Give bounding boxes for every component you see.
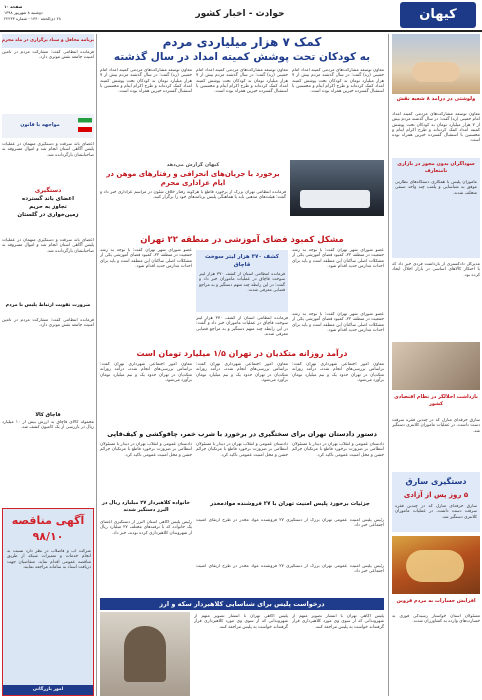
left-item-body: اعضای باند سرقت و دستگیری متهمان در عملیات پلیس آگاهی استان انجام شد و اموال مسروقه به صاحبانشان بازگردانده شد. [2,142,94,158]
left-mid-item [2,186,94,236]
spice-headline: درخواست پلیس برای شناسایی کلاهبردار سکه و ارز [159,600,325,608]
judiciary-headline: دستور دادستان تهران برای سختگیری در برخورد با شرب خمر، چاقوکشی و کیف‌قاپی [107,430,377,438]
column-divider [388,34,389,696]
left-sub-label: مواجهه با قانون [20,122,60,128]
left-mid-subhead: اعضای باند گسترده [22,196,74,202]
right-caught-body: سارق حرفه‌ای منازل که در چندین فقره سرقت دست داشت، در عملیات ماموران کلانتری دستگیر شد. [395,504,477,520]
right-caught-subhead: ۵ روز پس از آزادی [403,491,469,499]
judiciary-body: دادستان عمومی و انقلاب تهران در دیدار با مسئولان انتظامی بر ضرورت برخورد قاطع با مرتکبان جرائم خشن و مخل امنیت عمومی تاکید کرد. [292,442,384,458]
left-item-headline: قاچاق کالا [35,412,61,418]
ad-body: شرکت آب و فاضلاب در نظر دارد نسبت به انجام خدمات و تعمیرات شبکه از طریق مناقصه عمومی اقدام نماید. متقاضیان جهت دریافت اسناد به سامانه مراجعه نمایند. [7,549,91,570]
main-body: معاون توسعه مشارکت‌های مردمی کمیته امداد امام خمینی (ره) گفت: در سال گذشته مردم بیش از ۷ هزار میلیارد تومان به کودکان تحت پوشش کمیته امداد کمک کرده‌اند و طرح اکرام ایتام و محسنین با استقبال گسترده خیرین همراه بوده است. [196,68,288,95]
beggars-body: معاون امور اجتماعی شهرداری تهران گفت: براساس بررسی‌های انجام شده، درآمد روزانه متکدیان در تهران حدود یک و نیم میلیارد تومان برآورد می‌شود. [196,362,288,383]
right-bottom-photo [392,536,480,594]
left-item-body: اعضای باند سرقت و دستگیری متهمان در عملیات پلیس آگاهی استان انجام شد و اموال مسروقه به صاحبانشان بازگردانده شد. [2,238,94,254]
beggars-body: معاون امور اجتماعی شهرداری تهران گفت: براساس بررسی‌های انجام شده، درآمد روزانه متکدیان در تهران حدود یک و نیم میلیارد تومان برآورد می‌شود. [100,362,192,383]
school-body: عضو شورای شهر تهران گفت: با توجه به رشد جمعیت در منطقه ۲۲، کمبود فضای آموزشی یکی از مشکلات اصلی ساکنان این منطقه است و باید برای احداث مدارس جدید اقدام شود. [100,248,192,269]
spice-body: پلیس آگاهی تهران با انتشار تصویر متهم از شهروندانی که از سوی وی مورد کلاهبرداری قرار گرفته‌اند خواست به پلیس مراجعه کنند. [194,614,288,630]
main-headline-2: به کودکان تحت پوشش کمیته امداد در سال گذشته [113,51,371,63]
right-item-body: سارق حرفه‌ای منازل که در چندین فقره سرقت دست داشت، در عملیات ماموران کلانتری دستگیر شد. [392,418,480,434]
right-photo-caption: ولوشتی در درآمد ۸ شعبه نقش [396,96,476,102]
page-number: صفحه ۱۰ [4,4,23,9]
tender-ad [2,508,94,696]
smuggling-body: فرمانده انتظامی استان از کشف ۳۷۰ هزار لیتر سوخت قاچاق در عملیات ماموران خبر داد و گفت: در این رابطه چند متهم دستگیر و به مراجع قضایی معرفی شدند. [199,272,285,293]
masthead-rule [0,30,482,32]
right-item-headline: سوداگران بدون مجوز در بازاری نامتعارف [397,161,475,174]
section-title: حوادث - اخبار کشور [195,9,285,19]
school-body: عضو شورای شهر تهران گفت: با توجه به رشد جمعیت در منطقه ۲۲، کمبود فضای آموزشی یکی از مشکلات اصلی ساکنان این منطقه است و باید برای احداث مدارس جدید اقدام شود. [292,312,384,333]
school-body: عضو شورای شهر تهران گفت: با توجه به رشد جمعیت در منطقه ۲۲، کمبود فضای آموزشی یکی از مشکلات اصلی ساکنان این منطقه است و باید برای احداث مدارس جدید اقدام شود. [292,248,384,269]
spice-body: پلیس آگاهی تهران با انتشار تصویر متهم از شهروندانی که از سوی وی مورد کلاهبرداری قرار گرفته‌اند خواست به پلیس مراجعه کنند. [292,614,384,630]
left-item-body: محموله کالای قاچاق به ارزش بیش از ۱۰ میلیارد ریال در بازرسی از یک کامیون کشف شد. [2,420,94,431]
judiciary-body: دادستان عمومی و انقلاب تهران در دیدار با مسئولان انتظامی بر ضرورت برخورد قاطع با مرتکبان جرائم خشن و مخل امنیت عمومی تاکید کرد. [196,442,288,458]
tehran-police-body: رئیس پلیس امنیت عمومی تهران بزرگ از دستگیری ۲۷ فروشنده مواد مخدر در طرح ارتقای امنیت اجتماعی خبر داد. [196,518,384,529]
hands-image [412,62,460,82]
right-lead-text: معاون توسعه مشارکت‌های مردمی کمیته امداد امام خمینی (ره) گفت: در سال گذشته مردم بیش از ۷ هزار میلیارد تومان به کودکان تحت پوشش کمیته امداد کمک کرده‌اند و طرح اکرام ایتام و محسنین با استقبال گسترده خیرین همراه بوده است. [392,112,480,144]
tehran-police-body: رئیس پلیس امنیت عمومی تهران بزرگ از دستگیری ۲۷ فروشنده مواد مخدر در طرح ارتقای امنیت اجتماعی خبر داد. [196,564,384,575]
moharram-body: فرمانده انتظامی تهران بزرگ از برخورد قاطع با هرگونه رفتار خلاف شئون در مراسم عزاداری خبر داد و گفت: هیئت‌های مذهبی باید با هماهنگی پلیس برنامه‌های خود را برگزار کنند. [100,190,286,201]
suspect-image [124,626,166,682]
beggars-headline: درآمد روزانه متکدیان در تهران ۱/۵ میلیارد تومان است [136,349,348,358]
right-item-headline: افزایش خسارات به مردم قزوین [396,598,476,604]
beggars-body: معاون امور اجتماعی شهرداری تهران گفت: براساس بررسی‌های انجام شده، درآمد روزانه متکدیان در تهران حدود یک و نیم میلیارد تومان برآورد می‌شود. [292,362,384,383]
judiciary-body: دادستان عمومی و انقلاب تهران در دیدار با مسئولان انتظامی بر ضرورت برخورد قاطع با مرتکبان جرائم خشن و مخل امنیت عمومی تاکید کرد. [100,442,192,458]
main-headline-1: کمک ۷ هزار میلیاردی مردم [162,35,322,49]
issue-line: ۲۸ ذی‌الحجه ۱۴۴۰ - شماره ۲۲۲۴۳ [4,16,61,21]
ad-footer-bar [3,685,93,695]
logo [400,2,476,28]
left-mid-line3: تجاوز به حریم [29,204,67,210]
right-item-body: مسئولان استان خواستار رسیدگی فوری به خسارت‌های وارده به کشاورزان شدند. [392,614,480,625]
right-mid-photo [392,342,480,390]
masthead [0,0,482,30]
smuggling-headline: کشف ۳۷۰ هزار لیتر سوخت قاچاق [205,254,279,268]
left-mid-line4: زمین‌خواری در گلستان [17,212,79,218]
smuggling-box [196,250,288,312]
column-divider [96,34,97,696]
right-caught-headline: دستگیری سارق [405,477,467,486]
moharram-headline: برخورد با جریان‌های انحرافی و رفتارهای موهن در ایام عزاداری محرم [106,170,280,187]
right-caught-box [392,472,480,532]
gold-house-body: رئیس پلیس آگاهی استان البرز از دستگیری اعضای یک خانواده که با ترفندهای مختلف ۲۷ میلیارد ریال از شهروندان کلاهبرداری کرده بودند، خبر داد. [100,520,192,536]
main-body: معاون توسعه مشارکت‌های مردمی کمیته امداد امام خمینی (ره) گفت: در سال گذشته مردم بیش از ۷ هزار میلیارد تومان به کودکان تحت پوشش کمیته امداد کمک کرده‌اند و طرح اکرام ایتام و محسنین با استقبال گسترده خیرین همراه بوده است. [292,68,384,95]
ad-footer: امور بازرگانی [32,687,64,692]
tehran-police-headline: جزئیات برخورد پلیس امنیت تهران با ۲۷ فروشنده موادمخدر [210,501,370,507]
smuggling-body: فرمانده انتظامی استان از کشف ۳۷۰ هزار لیتر سوخت قاچاق در عملیات ماموران خبر داد و گفت: در این رابطه چند متهم دستگیر و به مراجع قضایی معرفی شدند. [196,316,288,337]
right-item-box [392,158,480,258]
left-item-body: فرمانده انتظامی گفت: مشارکت مردم در تامین امنیت جامعه نقش موثری دارد. [2,318,94,329]
school-headline: مشکل کمبود فضای آموزشی در منطقه ۲۲ تهران [140,235,344,245]
main-body: معاون توسعه مشارکت‌های مردمی کمیته امداد امام خمینی (ره) گفت: در سال گذشته مردم بیش از ۷ هزار میلیارد تومان به کودکان تحت پوشش کمیته امداد کمک کرده‌اند و طرح اکرام ایتام و محسنین با استقبال گسترده خیرین همراه بوده است. [100,68,192,95]
left-item-headline: ضرورت تقویت ارتباط پلیس با مردم [5,303,91,308]
spice-photo [100,612,190,696]
date-line: دوشنبه ۸ شهریور ۱۳۹۸ [4,10,43,15]
food-image [406,550,464,582]
flag-icon [78,118,92,132]
left-logo-block [2,114,94,138]
left-mid-headline: دستگیری [34,187,62,194]
gold-house-headline: خانواده کلاهبردار ۲۷ میلیارد ریال در البرز دستگیر شدند [102,500,190,513]
right-item-headline: بازداشت اخلالگر در نظام اقتصادی کشور [394,394,478,407]
right-item-body: ماموران پلیس با همکاری دستگاه‌های نظارتی موفق به شناسایی و پلمب چند واحد صنفی متخلف شدند. [395,180,477,196]
left-head-label: برنامه محافل و ستاد برگزاری در ماه محرم [2,38,94,43]
police-car-image [300,190,370,208]
left-intro-text: فرمانده انتظامی گفت: مشارکت مردم در تامین امنیت جامعه نقش موثری دارد. [2,50,94,61]
moharram-kicker: کیهان گزارش می‌دهد [166,162,220,168]
logo-text: کیهان [419,7,457,22]
left-head-box [2,34,94,48]
police-photo [290,160,384,216]
right-top-photo [392,34,480,94]
right-item-body: مدیرکل دادگستری از بازداشت فردی خبر داد که با احتکار کالاهای اساسی در بازار اخلال ایجاد کرده بود. [392,262,480,278]
ad-number: ۹۸/۱۰ [32,530,64,543]
spice-banner [100,598,384,610]
ad-title: آگهی مناقصه [11,514,85,527]
